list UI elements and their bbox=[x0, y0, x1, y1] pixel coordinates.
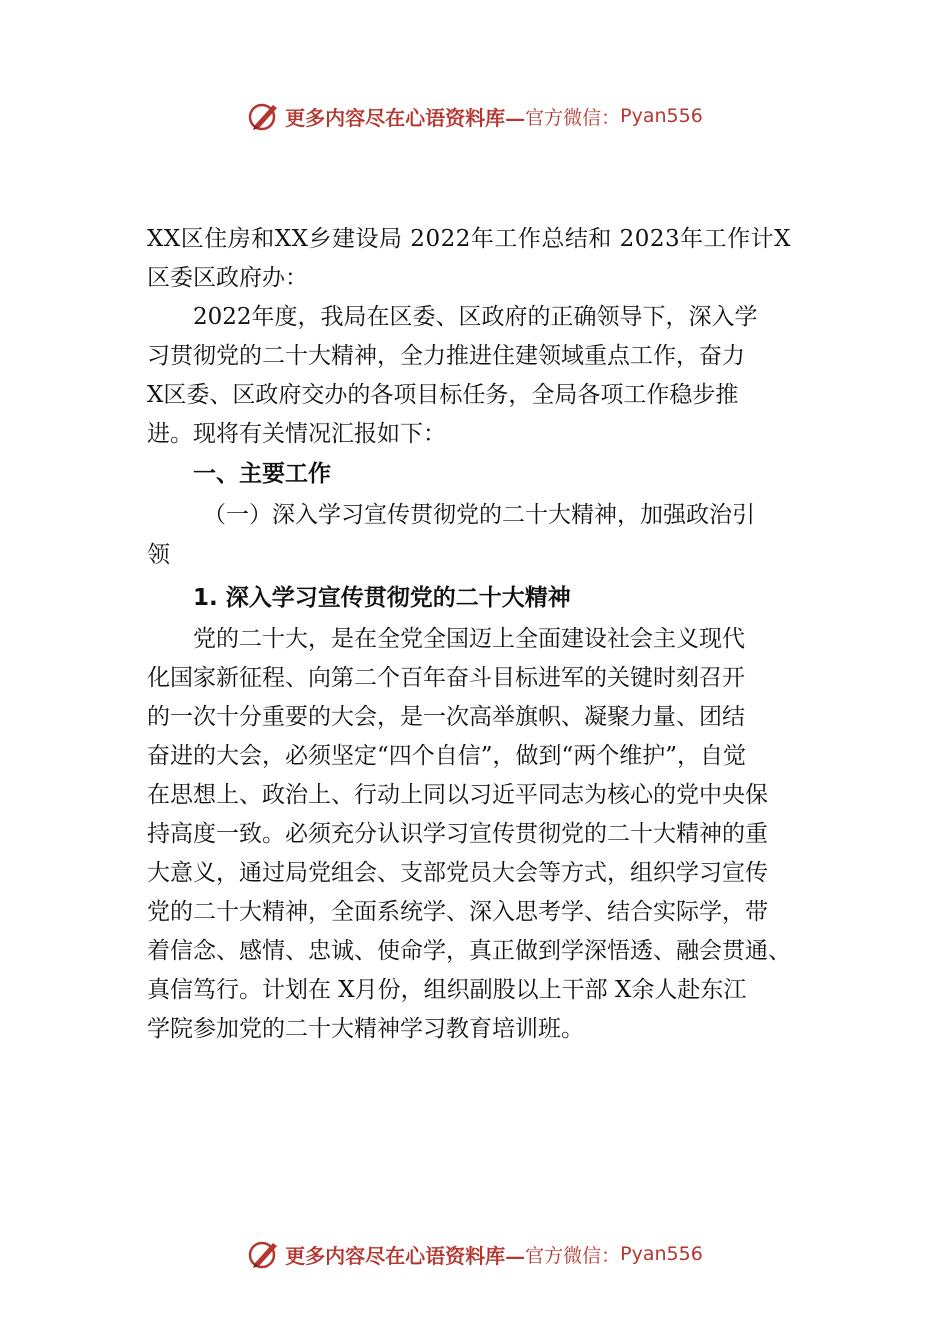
body-line: 化国家新征程、向第二个百年奋斗目标进军的关键时刻召开 bbox=[147, 665, 745, 691]
intro-line: X区委、区政府交办的各项目标任务，全局各项工作稳步推 bbox=[147, 382, 739, 408]
body-line: 大意义，通过局党组会、支部党员大会等方式，组织学习宣传 bbox=[147, 860, 768, 886]
banner-wechat-label: 官方微信： bbox=[525, 1244, 621, 1267]
body-line: 党的二十大精神，全面系统学、深入思考学、结合实际学，带 bbox=[147, 899, 768, 925]
body-line: 着信念、感情、忠诚、使命学，真正做到学深悟透、融会贯通、 bbox=[147, 938, 791, 964]
body-line: 持高度一致。必须充分认识学习宣传贯彻党的二十大精神的重 bbox=[147, 821, 768, 847]
header-watermark-banner bbox=[0, 96, 950, 136]
section-heading-1: 一、主要工作 bbox=[193, 461, 331, 487]
banner-text: 更多内容尽在心语资料库— bbox=[285, 105, 526, 130]
body-line: 真信笃行。计划在 X月份，组织副股以上干部 X余人赴东江 bbox=[147, 977, 747, 1003]
body-line: 的一次十分重要的大会，是一次高举旗帜、凝聚力量、团结 bbox=[147, 704, 745, 730]
intro-line: 进。现将有关情况汇报如下： bbox=[147, 421, 446, 447]
section-heading-2-line-1: （一）深入学习宣传贯彻党的二十大精神，加强政治引 bbox=[203, 502, 755, 528]
intro-line: 2022年度，我局在区委、区政府的正确领导下，深入学 bbox=[193, 304, 758, 330]
banner-wechat-id: Pyan556 bbox=[620, 1243, 703, 1265]
body-line: 奋进的大会，必须坚定“四个自信”，做到“两个维护”，自觉 bbox=[147, 743, 747, 769]
pen-logo-icon bbox=[247, 1237, 281, 1271]
section-heading-3: 1. 深入学习宣传贯彻党的二十大精神 bbox=[193, 585, 571, 611]
banner-wechat-id: Pyan556 bbox=[620, 105, 703, 127]
document-title-line-2: 区委区政府办： bbox=[147, 265, 308, 291]
document-title-line-1: XX区住房和XX乡建设局 2022年工作总结和 2023年工作计X bbox=[147, 226, 792, 252]
body-line: 学院参加党的二十大精神学习教育培训班。 bbox=[147, 1016, 584, 1042]
section-heading-2-line-2: 领 bbox=[147, 542, 170, 568]
banner-wechat-label: 官方微信： bbox=[525, 106, 621, 129]
intro-line: 习贯彻党的二十大精神，全力推进住建领域重点工作，奋力 bbox=[147, 343, 745, 369]
body-line: 在思想上、政治上、行动上同以习近平同志为核心的党中央保 bbox=[147, 782, 768, 808]
pen-logo-icon bbox=[247, 99, 281, 133]
body-line: 党的二十大，是在全党全国迈上全面建设社会主义现代 bbox=[193, 626, 745, 652]
footer-watermark-banner bbox=[0, 1234, 950, 1274]
document-body bbox=[147, 220, 837, 1049]
banner-text: 更多内容尽在心语资料库— bbox=[285, 1243, 526, 1268]
